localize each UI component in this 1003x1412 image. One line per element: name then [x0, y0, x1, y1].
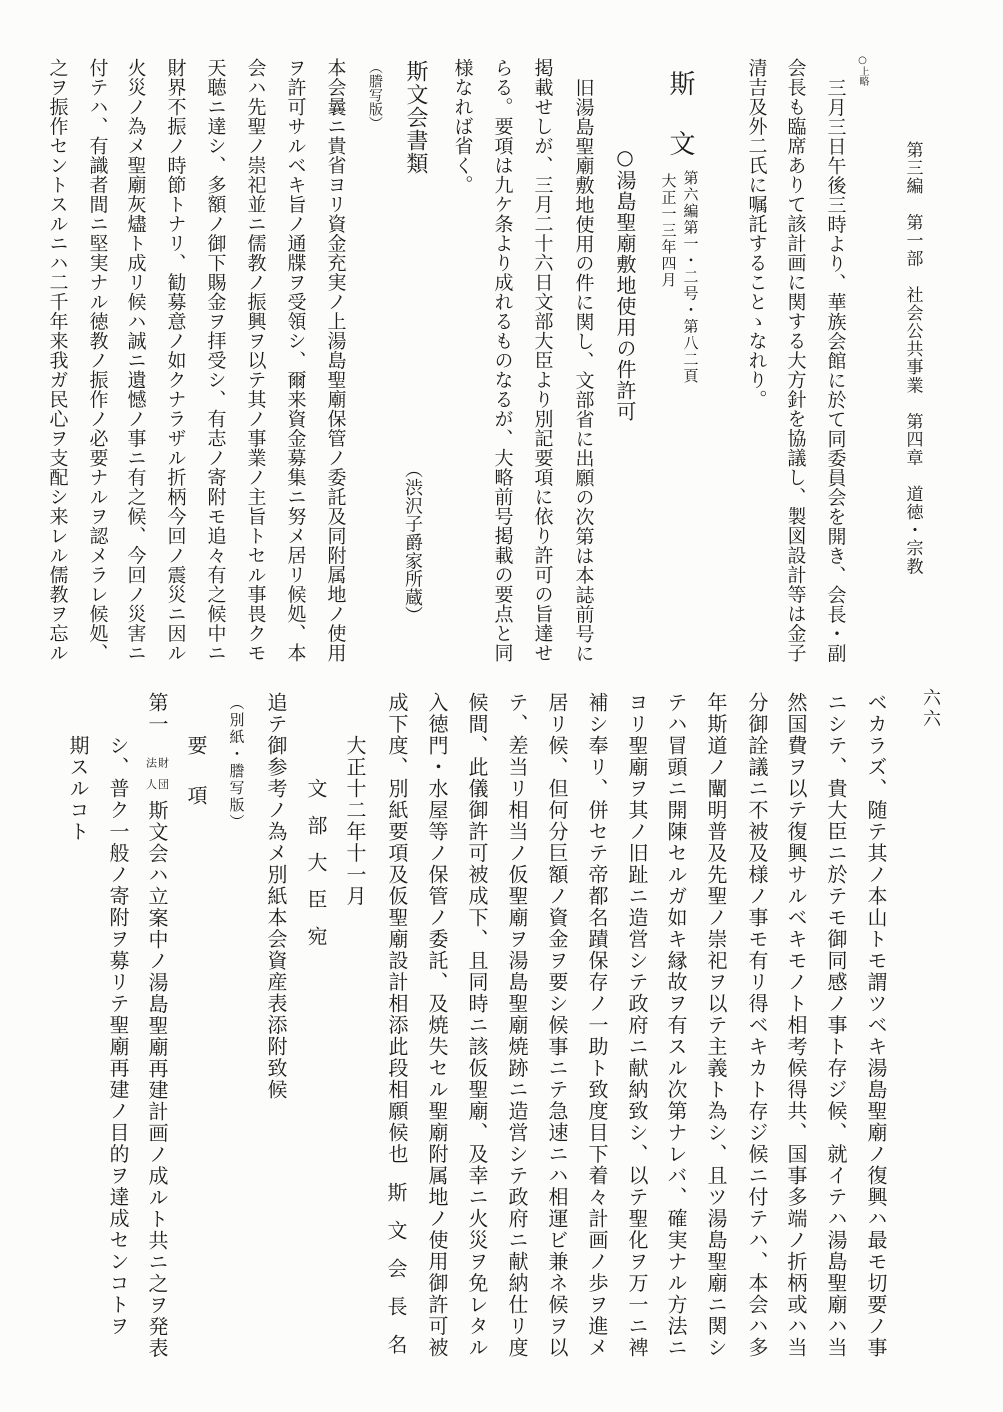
letter-line: テ、差当リ相当ノ仮聖廟ヲ湯島聖廟焼跡ニ造営シテ政府ニ献納仕リ度	[505, 692, 529, 1359]
letter-line: 年斯道ノ闡明普及先聖ノ崇祀ヲ以テ主義ト為シ、且ツ湯島聖廟ニ関シ	[704, 692, 728, 1359]
lower-tier	[0, 680, 1003, 1412]
source-date: 大正一三年四月	[659, 173, 678, 289]
shibun-title: 斯 文	[665, 70, 695, 160]
letter-date: 大正十二年十一月	[343, 735, 367, 907]
letter-line: 分御詮議ニ不被及様ノ事モ有リ得ベキカト存ジ候ニ付テハ、本会ハ多	[745, 692, 769, 1359]
format-note: （謄写版）	[367, 60, 383, 130]
running-header: 第三編 第一部 社会公共事業 第四章 道徳・宗教	[902, 141, 923, 576]
omission-mark: ○上略	[857, 55, 868, 86]
report-line: 会長も臨席ありて該計画に関する大方針を協議し、製図設計等は金子	[784, 58, 807, 663]
letter-line: 火災ノ為メ聖廟灰燼ト成リ候ハ誠ニ遺憾ノ事ニ有之候、今回ノ災害ニ	[124, 58, 147, 663]
letter-line: 付テハ、有識者間ニ堅実ナル徳教ノ振作ノ必要ナルヲ認メラレ候処、	[86, 58, 109, 663]
letter-line: テハ冒頭ニ開陳セルガ如キ縁故ヲ有スル次第ナレバ、確実ナル方法ニ	[664, 692, 688, 1359]
letter-line: 成下度、別紙要項及仮聖廟設計相添此段相願候也	[385, 692, 409, 1165]
letter-line: 候間、此儀御許可被成下、且同時ニ該仮聖廟、及幸ニ火災ヲ免レタル	[465, 692, 489, 1359]
postscript: 追テ御参考ノ為メ別紙本会資産表添附致候	[264, 692, 288, 1101]
sender-name: 斯 文 会 長 名	[384, 1182, 408, 1353]
body-line: 掲載せしが、三月二十六日文部大臣より別記要項に依り許可の旨達せ	[531, 58, 554, 663]
collection-note: （渋沢子爵家所蔵）	[402, 460, 423, 625]
outline-title: 要 項	[184, 735, 208, 810]
attachment-note: （別紙・謄写版）	[227, 695, 246, 831]
item-number: 第一	[145, 692, 169, 735]
addressee: 文 部 大 臣 宛	[304, 778, 328, 945]
item-line: シ、普ク一般ノ寄附ヲ募リテ聖廟再建ノ目的ヲ達成センコトヲ	[106, 735, 130, 1337]
item-line: 期スルコト	[66, 735, 90, 843]
letter-line: 居リ候、但何分巨額ノ資金ヲ要シ候事ニテ急速ニハ相運ビ兼ネ候ヲ以	[545, 692, 569, 1359]
report-line: 清吉及外二氏に嘱託することゝなれり。	[745, 58, 768, 409]
section-heading: ○湯島聖廟敷地使用の件許可	[613, 145, 637, 422]
report-line: 三月三日午後三時より、華族会館に於て同委員会を開き、会長・副	[824, 77, 847, 663]
item-prefix-right: 財団	[156, 757, 170, 800]
papers-title: 斯文会書類	[403, 60, 428, 175]
item-prefix-left: 法人	[144, 757, 158, 800]
item-line: 斯文会ハ立案中ノ湯島聖廟再建計画ノ成ルト共ニ之ヲ発表	[145, 800, 169, 1359]
letter-line: ニシテ、貴大臣ニ於テモ御同感ノ事ト存ジ候、就イテハ湯島聖廟ハ当	[824, 692, 848, 1359]
letter-line: 本会曩ニ貴省ヨリ資金充実ノ上湯島聖廟保管ノ委託及同附属地ノ使用	[324, 58, 347, 663]
upper-tier	[0, 0, 1003, 680]
letter-line: ヨリ聖廟ヲ其ノ旧趾ニ造営シテ政府ニ献納致シ、以テ聖化ヲ万一ニ裨	[625, 692, 649, 1359]
letter-line: ベカラズ、随テ其ノ本山トモ謂ツベキ湯島聖廟ノ復興ハ最モ切要ノ事	[864, 692, 888, 1359]
letter-line: 入徳門・水屋等ノ保管ノ委託、及焼失セル聖廟附属地ノ使用御許可被	[425, 692, 449, 1359]
letter-line: 補シ奉リ、併セテ帝都名蹟保存ノ一助ト致度目下着々計画ノ歩ヲ進メ	[585, 692, 609, 1359]
letter-line: 天聴ニ達シ、多額ノ御下賜金ヲ拝受シ、有志ノ寄附モ追々有之候中ニ	[204, 58, 227, 663]
letter-line: 然国費ヲ以テ復興サルベキモノト相考候得共、国事多端ノ折柄或ハ当	[784, 692, 808, 1359]
body-line: 様なれば省く。	[451, 58, 474, 195]
page-number: 六六	[920, 688, 941, 730]
letter-line: 之ヲ振作セントスルニハ二千年来我ガ民心ヲ支配シ来レル儒教ヲ忘ル	[46, 58, 69, 663]
body-line: 旧湯島聖廟敷地使用の件に関し、文部省に出願の次第は本誌前号に	[572, 77, 595, 663]
letter-line: ヲ許可サルベキ旨ノ通牒ヲ受領シ、爾来資金募集ニ努メ居リ候処、本	[284, 58, 307, 663]
source-issue: 第六編第一・二号・第八二頁	[681, 170, 700, 385]
body-line: らる。要項は九ケ条より成れるものなるが、大略前号掲載の要点と同	[491, 58, 514, 663]
letter-line: 会ハ先聖ノ崇祀並ニ儒教ノ振興ヲ以テ其ノ事業ノ主旨トセル事畏クモ	[244, 58, 267, 663]
letter-line: 財界不振ノ時節トナリ、勧募意ノ如クナラザル折柄今回ノ震災ニ因ル	[164, 58, 187, 663]
